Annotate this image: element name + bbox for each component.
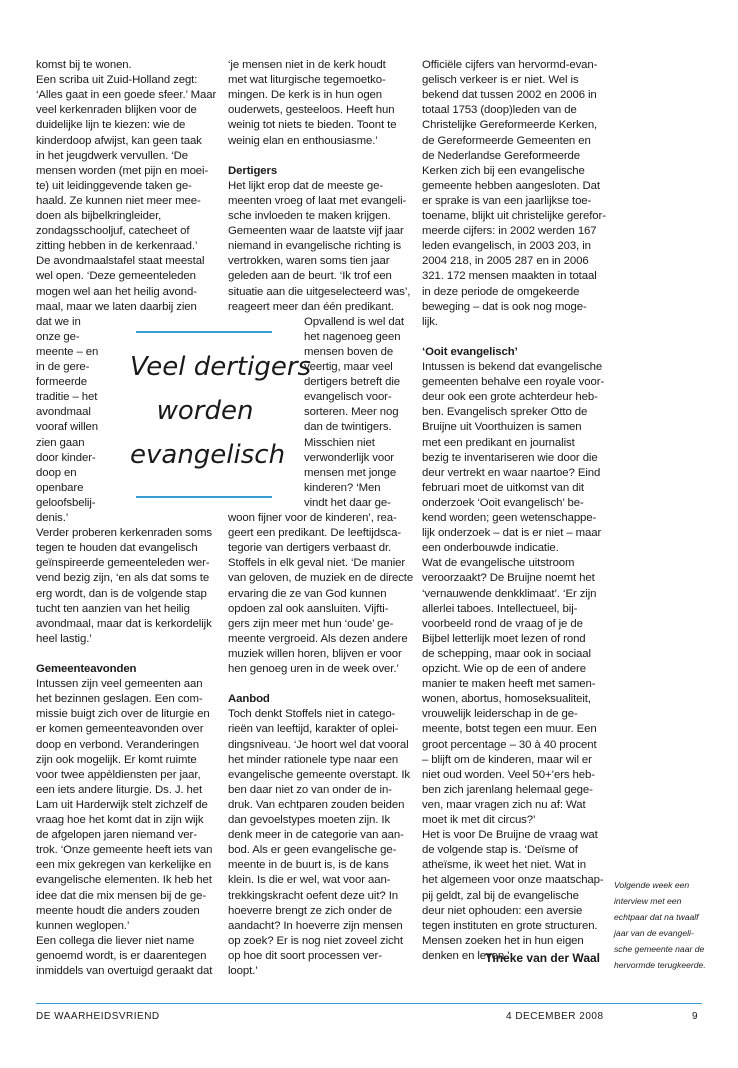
section-heading: Gemeenteavonden [36,663,137,675]
article-line: mensen boven de [304,345,394,358]
article-line: dat we in [36,315,81,328]
article-line: geloofsbelij- [36,496,96,509]
article-line: geleden aan de beurt. ‘Ik trof een [228,270,392,283]
article-line: vend bezig zijn, ‘en als dat soms te [36,572,210,585]
article-line: denis.’ [36,512,69,524]
article-line: de afgelopen jaren niemand ver- [36,829,197,842]
article-line: Intussen zijn veel gemeenten aan [36,678,203,691]
article-line: ‘vernauwende denkklimaat’. ‘Er zijn [422,587,597,600]
article-line: evangelische elementen. Ik heb het [36,874,212,887]
article-line: idee dat die mix mensen bij de ge- [36,889,207,902]
article-line: het minder rationele type naar een [228,753,399,766]
article-line: wel open. ‘Deze gemeenteleden [36,270,196,283]
article-line: 2004 218, in 2005 287 en in 2006 [422,255,589,268]
article-line: hen genoeg uren in de week over.’ [228,663,399,675]
side-note-line: interview met een [614,896,682,906]
article-line: sche invloeden te maken krijgen. [228,210,391,222]
article-line: in deze periode de omgekeerde [422,285,580,298]
article-line: openbare [36,481,84,494]
article-line: heel lastig.’ [36,632,92,645]
article-line: met een predikant en journalist [422,436,575,449]
article-line: geïnspireerde gemeenteleden wer- [36,557,210,570]
article-line: Het lijkt erop dat de meeste ge- [228,179,384,192]
article-line: groot percentage – 30 à 40 procent [422,738,597,751]
article-line: meente – en [36,345,99,358]
article-line: weinig elan en enthousiasme.’ [228,134,378,147]
article-line: bekend dat tussen 2002 en 2006 in [422,89,597,102]
article-line: tucht ten aanzien van het heilig [36,602,190,615]
article-line: gelisch verkeer is er niet. Wel is [422,74,579,87]
article-line: Gemeenten waar de laatste vijf jaar [228,225,404,238]
article-line: – blijft om de kinderen, maar wil er [422,753,592,766]
article-line: doop en [36,466,77,479]
article-line: met wat liturgische tegemoetko- [228,74,386,87]
article-line: vertrokken, waren soms tien jaar [228,255,390,268]
article-line: denken en leven.’ [422,949,510,962]
article-line: tegen instituten en grote structuren. [422,919,598,932]
article-line: in het jeugdwerk vervullen. ‘De [36,149,189,162]
article-line: de Nederlandse Gereformeerde [422,149,581,162]
article-line: allerlei taboes. Intellectueel, bij- [422,602,578,615]
article-line: inmiddels van overtuigd geraakt dat [36,965,213,977]
article-line: de volgende stap is. ‘Deïsme of [422,844,578,857]
article-line: Christelijke Gereformeerde Kerken, [422,119,598,132]
article-line: beweging – dat is ook nog moge- [422,300,587,313]
article-line: bezig te inventariseren wie door die [422,451,598,464]
article-line: vooraf willen [36,421,99,434]
article-line: meente in de buurt is, is de kans [228,859,389,872]
article-line: niemand in evangelische richting is [228,240,402,253]
footer-date: 4 DECEMBER 2008 [506,1011,604,1022]
article-line: dingsniveau. ‘Je hoort wel dat vooral [228,738,409,751]
article-line: gemeenten behalve een royale voor- [422,376,605,389]
article-line: duidelijke lijn te kiezen: wie de [36,119,186,132]
article-line: Kerken zich bij een evangelische [422,164,585,177]
article-line: geert een predikant. De leeftijdsca- [228,527,402,540]
article-line: toename, blijkt uit christelijke gerefor- [422,210,606,222]
footer-publication: DE WAARHEIDSVRIEND [36,1011,160,1022]
article-line: De avondmaalstafel staat meestal [36,255,205,268]
article-line: de schepping, maar ook in sociaal [422,647,591,660]
pullquote-rule-bottom [136,496,272,498]
author-byline: Tineke van der Waal [485,951,600,965]
side-note-line: hervormde terugkeerde. [614,960,706,970]
article-line: van geloven, de muziek en de directe [228,572,414,585]
article-line: genoemd wordt, is er daarentegen [36,949,207,962]
article-line: Een scriba uit Zuid-Holland zegt: [36,74,198,87]
article-line: meenten vroeg of laat met evangeli- [228,194,407,207]
section-heading: Dertigers [228,164,278,177]
article-line: voorbeeld rond de vraag of je de [422,617,583,630]
side-note-line: jaar van de evangeli- [614,928,694,938]
article-line: er komen gemeenteavonden over [36,723,204,736]
article-line: het algemeen voor onze maatschap- [422,874,604,887]
article-line: denk meer in de categorie van aan- [228,829,404,842]
article-line: Officiële cijfers van hervormd-evan- [422,59,598,71]
article-line: lijk onderzoek – dat is er niet – maar [422,527,602,540]
article-line: zitting hebben in de kerkenraad.’ [36,240,198,253]
article-line: evangelische gemeente overstapt. Ik [228,768,411,781]
article-line: meente, botst tegen een muur. Een [422,723,597,736]
article-line: mogen wel aan het heilig avond- [36,285,197,298]
article-line: missie buigt zich over de liturgie en [36,708,210,721]
footer-rule [36,1003,702,1004]
article-line: meerde cijfers: in 2002 werden 167 [422,225,597,238]
article-line: ben. Evangelisch spreker Otto de [422,406,588,419]
article-line: Mensen zoeken het in hun eigen [422,934,584,947]
article-line: meente vergroeid. Als dezen andere [228,632,408,645]
article-line: Intussen is bekend dat evangelische [422,361,603,373]
article-line: dertigers betreft die [304,376,401,389]
section-heading: ‘Ooit evangelisch’ [422,345,518,358]
article-line: veertig, maar veel [304,361,393,373]
article-line: tegorie van dertigers verbaast dr. [228,542,392,555]
article-line: zien gaan [36,436,85,449]
article-line: rieën van leeftijd, karakter of oplei- [228,723,399,736]
article-line: 321. 172 mensen maakten in totaal [422,270,597,283]
article-line: haald. Ze kunnen niet meer mee- [36,194,201,207]
article-line: voor twee appèldiensten per jaar, [36,768,201,781]
article-line: Wat de evangelische uitstroom [422,557,575,570]
article-line: op hoe dit soort processen ver- [228,949,382,962]
article-line: Opvallend is wel dat [304,315,404,328]
article-line: lijk. [422,315,438,328]
article-line: veroorzaakt? De Bruijne noemt het [422,572,595,585]
article-line: vrouwelijk leiderschap in de ge- [422,708,578,721]
article-line: een mix gekregen van kerkelijke en [36,859,212,872]
article-line: het nagenoeg geen [304,330,401,343]
article-line: trekkingskracht oefent deze uit? In [228,889,398,902]
article-line: kinderen? ‘Men [304,481,381,494]
article-line: kinderdoop afwijst, kan geen taak [36,134,202,147]
section-heading: Aanbod [228,693,270,706]
article-line: hoeverre brengt ze zich onder de [228,904,392,917]
article-line: ervaring die ze van God kunnen [228,587,387,600]
article-line: in de gere- [36,361,90,373]
article-line: een onderbouwde indicatie. [422,542,559,555]
article-line: zondagsschooljuf, catecheet of [36,225,190,238]
article-line: atheïsme, ik weet het niet. Wat in [422,859,586,872]
article-line: gers zijn meer met hun ‘oude’ ge- [228,617,394,630]
article-line: deur ook een grote achterdeur heb- [422,391,598,404]
article-line: doen als bijbelkringleider, [36,210,162,222]
article-line: niet oud worden. Veel 50+’ers heb- [422,768,595,781]
article-line: situatie aan die uitgeselecteerd was’, [228,285,411,298]
article-line: mensen worden (met pijn en moei- [36,164,209,177]
pullquote-line: evangelisch [130,440,286,470]
article-line: Bruijne uit Voorthuizen is samen [422,421,582,434]
article-line: tegen te houden dat evangelisch [36,542,198,555]
article-line: ouderwets, gesteeloos. Heeft hun [228,104,395,117]
article-line: erg wordt, dan is de volgende stap [36,587,207,600]
article-line: meente houdt die anders zouden [36,904,200,917]
article-line: Het is voor De Bruijne de vraag wat [422,829,598,842]
article-line: ben zich jarenlang helemaal gege- [422,783,593,796]
article-line: dan de twintigers. [304,421,392,434]
pullquote-rule-top [136,331,272,333]
article-line: op zoek? Er is nog niet zoveel zicht [228,934,403,947]
footer-page-number: 9 [692,1011,699,1022]
article-line: loopt.’ [228,965,258,977]
article-line: formeerde [36,376,88,389]
article-line: veel kerkenraden blijken voor de [36,104,197,117]
article-line: Een collega die liever niet name [36,934,195,947]
article-line: opzicht. Wie op de een of andere [422,663,586,675]
article-line: mensen met jonge [304,466,397,479]
article-line: zijn ook mogelijk. Er komt ruimte [36,753,197,766]
article-line: het bezinnen geslagen. Een com- [36,693,203,706]
article-line: moet ik met dit circus?’ [422,814,536,826]
article-line: reageert meer dan één predikant. [228,300,394,313]
article-line: muziek willen horen, blijven er voor [228,647,402,660]
article-line: er sprake is van een jaarlijkse toe- [422,194,592,207]
article-line: opdoen zal ook aansluiten. Vijfti- [228,602,389,615]
article-line: woon fijner voor de kinderen’, rea- [228,512,397,524]
article-line: de Gereformeerde Gemeenten en [422,134,591,147]
article-line: onderzoek ‘Ooit evangelisch’ be- [422,496,584,509]
side-note-line: echtpaar dat na twaalf [614,912,699,922]
article-line: maal, maar we laten daarbij zien [36,300,197,313]
article-line: februari moet de uitkomst van dit [422,481,584,494]
article-line: druk. Van echtparen zouden beiden [228,798,405,811]
article-line: ben daar niet zo van onder de in- [228,783,392,796]
article-line: ven, maar vragen zich nu af: Wat [422,798,586,811]
pullquote-line: worden [156,396,254,426]
article-line: Stoffels in elk geval niet. ‘De manier [228,557,406,570]
article-line: Bijbel letterlijk moet lezen of rond [422,632,586,645]
article-line: avondmaal [36,406,91,419]
article-line: deur vertrekt en waar naartoe? Eind [422,466,601,479]
article-line: deur niet ophouden: een aversie [422,904,583,917]
pullquote-line: Veel dertigers [130,352,312,382]
article-line: weinig tot niets te bieden. Toont te [228,119,397,132]
article-line: avondmaal, maar dat is kerkordelijk [36,617,212,630]
side-note-line: sche gemeente naar de [614,944,705,954]
article-line: totaal 1753 (doop)leden van de [422,104,577,117]
article-line: pij geldt, zal bij de evangelische [422,889,579,902]
article-line: manier te maken heeft met samen- [422,678,596,691]
article-line: verwonderlijk voor [304,451,394,464]
article-line: een iets andere liturgie. Ds. J. het [36,783,203,796]
article-line: kend worden; geen wetenschappe- [422,512,597,524]
article-line: gemeente hebben aangesloten. Dat [422,179,600,192]
article-line: doop en verbond. Veranderingen [36,738,199,751]
article-line: dan gevoelstypes moeten zijn. Ik [228,814,391,826]
article-line: door kinder- [36,451,96,464]
article-line: Toch denkt Stoffels niet in catego- [228,708,396,721]
article-line: evangelisch voor- [304,391,392,404]
article-line: wonen, abortus, homoseksualiteit, [422,693,591,706]
article-line: vraag hoe het komt dat in zijn wijk [36,814,204,826]
article-line: mingen. De kerk is in hun ogen [228,89,383,102]
article-line: Verder proberen kerkenraden soms [36,527,212,540]
article-line: leden evangelisch, in 2003 203, in [422,240,591,253]
article-line: onze ge- [36,330,80,343]
article-line: Misschien niet [304,436,375,449]
article-line: traditie – het [36,391,98,404]
article-line: klein. Is die er wel, wat voor aan- [228,874,391,887]
article-line: kunnen weglopen.’ [36,919,130,932]
side-note-line: Volgende week een [614,880,690,890]
article-line: vindt het daar ge- [304,496,391,509]
article-line: ‘je mensen niet in de kerk houdt [228,59,386,71]
article-line: te) uit leidinggevende taken ge- [36,179,192,192]
article-line: sorteren. Meer nog [304,406,399,419]
article-line: komst bij te wonen. [36,59,132,71]
article-line: aandacht? In hoeverre zijn mensen [228,919,403,932]
article-line: trok. ‘Onze gemeente heeft iets van [36,844,213,857]
article-line: bod. Als er geen evangelische ge- [228,844,397,857]
article-line: ‘Alles gaat in een goede sfeer.’ Maar [36,89,217,102]
article-line: Lam uit Harderwijk stelt zichzelf de [36,798,208,811]
